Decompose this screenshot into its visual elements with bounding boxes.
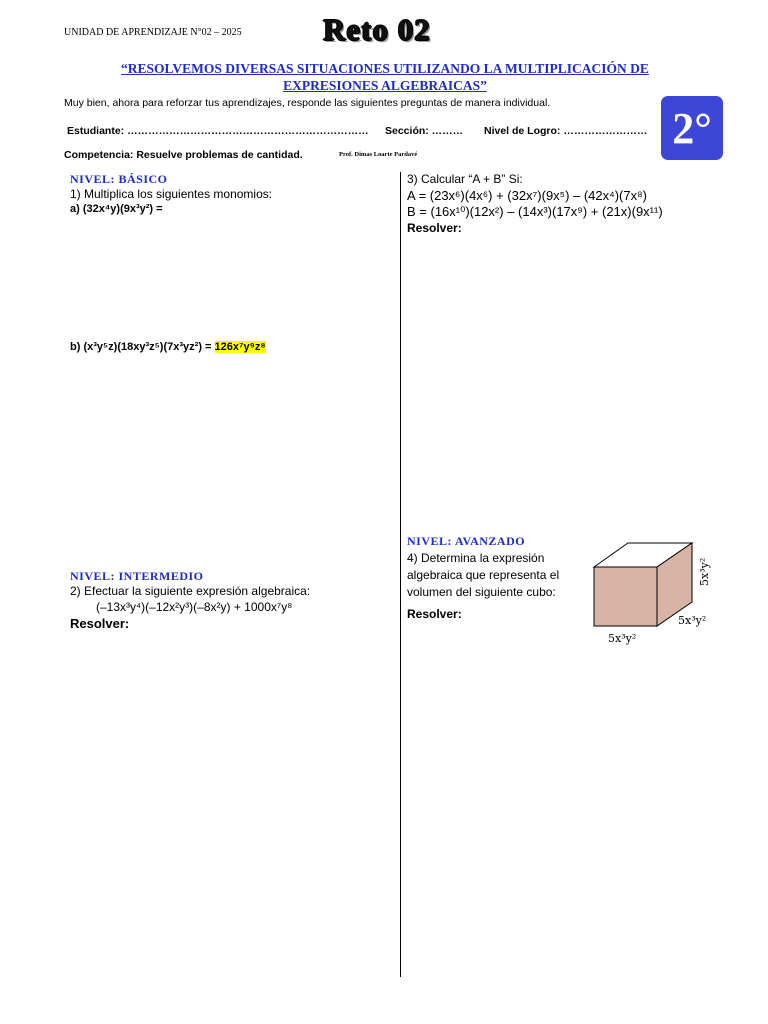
question-4-text (407, 550, 559, 601)
cube-figure (588, 538, 718, 650)
question-3-expression-a: A = (23x⁶)(4x⁶) + (32x⁷)(9x⁵) – (42x⁴)(7x⁸) (407, 188, 647, 203)
level-basic-heading: NIVEL: BÁSICO (70, 172, 168, 186)
question-1b-answer: 126x⁷y⁹z⁸ (214, 341, 266, 353)
question-4-resolver: Resolver: (407, 607, 462, 621)
question-1a (70, 203, 163, 215)
question-2-resolver: Resolver: (70, 616, 130, 631)
question-1-text: 1) Multiplica los siguientes monomios: (70, 187, 273, 201)
grade-badge: 2° (661, 96, 723, 160)
column-divider (400, 172, 401, 977)
question-1b-label: b) (70, 341, 84, 353)
worksheet-title-line-1: “RESOLVEMOS DIVERSAS SITUACIONES UTILIZANDO LA MULTIPLICACIÓN DE (121, 61, 649, 76)
cube-width-label: 5x³y² (608, 632, 637, 645)
question-1b-expression: (x³y⁵z)(18xy³z⁵)(7x³yz²) (83, 341, 202, 353)
question-2-text: 2) Efectuar la siguiente expresión algebraica: (70, 584, 311, 598)
cube-height-label: 5x³y² (698, 557, 711, 586)
worksheet-title-line-2: EXPRESIONES ALGEBRAICAS” (283, 78, 487, 93)
cube-front-face (594, 567, 657, 626)
question-1a-expression: (32x⁴y)(9x³y²) = (82, 203, 163, 215)
unit-label: UNIDAD DE APRENDIZAJE N°02 – 2025 (64, 27, 242, 38)
question-1b (70, 341, 266, 353)
level-advanced-heading: NIVEL: AVANZADO (407, 534, 526, 548)
question-4-line-2: algebraica que representa el (407, 568, 560, 582)
question-3-text: 3) Calcular “A + B” Si: (407, 172, 523, 186)
level-intermediate-heading: NIVEL: INTERMEDIO (70, 569, 204, 583)
instructions-text: Muy bien, ahora para reforzar tus aprendizajes, responde las siguientes preguntas de manera individual. (64, 97, 551, 109)
worksheet-title (70, 60, 700, 94)
student-field[interactable]: Estudiante: …………………………………………………………… (67, 125, 369, 137)
question-4-line-3: volumen del siguiente cubo: (407, 585, 556, 599)
cube-depth-label: 5x³y² (678, 614, 707, 627)
achievement-level-field[interactable]: Nivel de Logro: …………………… (484, 125, 648, 137)
question-3-resolver: Resolver: (407, 221, 462, 235)
section-field[interactable]: Sección: ……… (385, 125, 464, 137)
question-1b-equals: = (205, 341, 212, 353)
question-1a-label: a) (70, 203, 83, 215)
question-2-expression: (–13x³y⁴)(–12x²y³)(–8x²y) + 1000x⁷y⁸ (96, 600, 293, 614)
teacher-name: Prof. Dimas Loarte Pardavé (339, 151, 418, 158)
question-3-expression-b: B = (16x¹⁰)(12x²) – (14x³)(17x⁹) + (21x)(9x¹¹) (407, 204, 663, 219)
page-title: Reto 02 (323, 12, 431, 47)
competency-text: Competencia: Resuelve problemas de cantidad. (64, 149, 303, 161)
question-4-line-1: 4) Determina la expresión (407, 551, 545, 565)
